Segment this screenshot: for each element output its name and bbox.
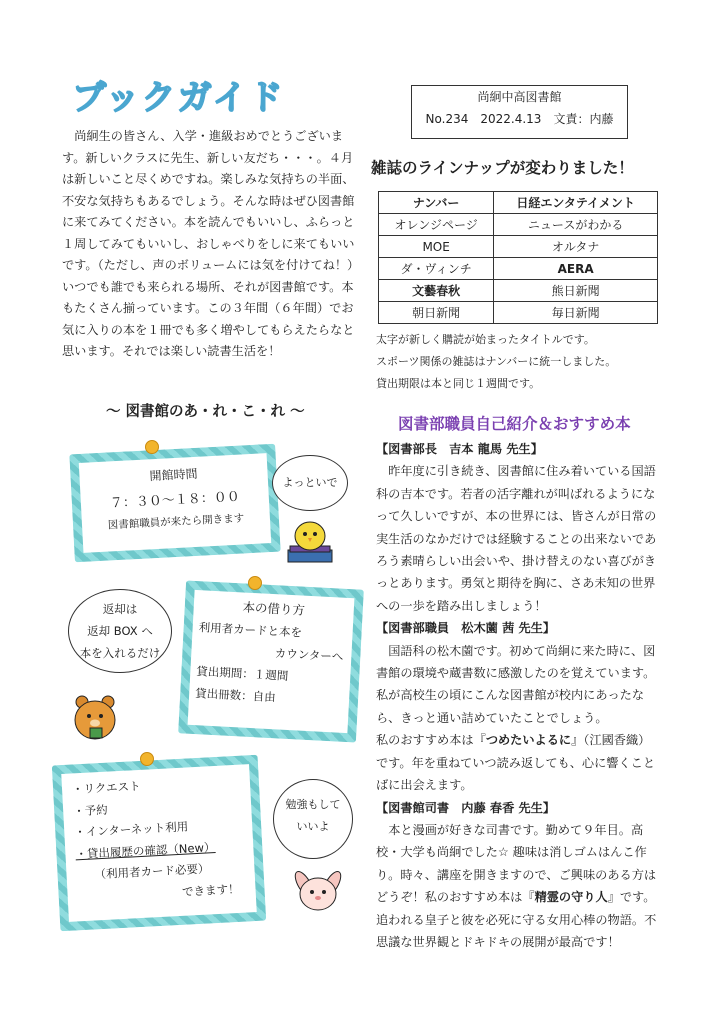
hours-value: ７：３０～１８：００ <box>109 489 241 512</box>
rec-text: 本と漫画が好きな司書です。勤めて９年目。高校・大学も尚絅でした☆ 趣味は消しゴムはんこ作り。時々、講座を開きますので、ご興味のある方はどうぞ！私のおすすめ本は『 <box>376 822 657 905</box>
table-cell: AERA <box>494 258 658 280</box>
table-row <box>379 192 658 214</box>
borrow-count: 貸出冊数：自由 <box>194 686 276 705</box>
return-line: 返却 BOX へ <box>87 624 153 638</box>
table-cell: ナンバー <box>379 192 494 214</box>
bubble-text: 勉強もして <box>285 798 341 811</box>
chick-icon <box>286 516 334 564</box>
staff-heading: 図書部職員自己紹介＆おすすめ本 <box>398 415 631 433</box>
bear-icon <box>70 692 120 742</box>
table-cell: 熊日新聞 <box>494 280 658 302</box>
book-title: 精霊の守り人 <box>534 890 608 905</box>
table-row <box>379 236 658 258</box>
return-bubble <box>68 589 172 673</box>
borrow-line: 利用者カードと本を <box>198 620 303 640</box>
borrow-title: 本の借り方 <box>242 599 306 618</box>
pin-icon <box>145 440 159 454</box>
return-line: 本を入れるだけ <box>79 646 161 660</box>
table-row <box>379 302 658 324</box>
table-cell: 文藝春秋 <box>379 280 494 302</box>
service-item: ・インターネット利用 <box>73 819 189 840</box>
pin-icon <box>248 576 262 590</box>
magazine-table <box>378 191 658 324</box>
staff-bio: 昨年度に引き続き、図書館に住み着いている国語科の吉本です。若者の活字離れが叫ばれるようになって久しいですが、本の世界には、皆さんが日常の実生活のなかだけでは経験することの出来ないであろう素晴らしい出会いや、掛け替えのない喜びがきっとあります。勇気と期待を胸に、さあ未知の世界への一歩を踏み出しましょう！ <box>376 464 657 613</box>
return-line: 返却は <box>102 602 138 616</box>
service-item: ・予約 <box>72 802 109 818</box>
staff-bio <box>376 819 660 953</box>
hours-note: 図書館職員が来たら開きます <box>107 512 245 532</box>
staff-section <box>376 438 660 953</box>
staff-name: 【図書部職員 松木薗 茜 先生】 <box>376 621 556 636</box>
intro-text: 尚絅生の皆さん、入学・進級おめでとうございます。新しいクラスに先生、新しい友だち・・・。４月は新しいこと尽くめですね。楽しみな気持ちの半面、不安な気持ちもあるでしょう。そんな時はぜひ図書館に来てみてください。本を読んでもいいし、ふらっと１周してみてもいいし、おしゃべりをしに来てもいいです。（ただし、声のボリュームには気を付けてね！）いつでも誰でも来られる場所、それが図書館です。本もたくさん揃っています。この３年間（６年間）でお気に入りの本を１冊でも多く増やしてもらえたらなと思います。それでは楽しい読書生活を！ <box>62 129 360 358</box>
staff-name: 【図書館司書 内藤 春香 先生】 <box>376 800 556 815</box>
table-row <box>379 258 658 280</box>
rec-text: 』です。追われる皇子と彼を必死に守る女用心棒の物語。不思議な世界観とドキドキの展開が最高です！ <box>376 890 657 949</box>
service-note: できます！ <box>181 881 240 899</box>
newsletter-info-box <box>411 85 628 139</box>
borrow-period: 貸出期間：１週間 <box>196 664 289 683</box>
borrow-board <box>178 580 364 742</box>
magazine-notes <box>376 329 616 395</box>
hours-title: 開館時間 <box>149 466 198 484</box>
note-line: 太字が新しく購読が始まったタイトルです。 <box>376 333 595 346</box>
borrow-line: カウンターへ <box>274 646 344 664</box>
table-row <box>379 280 658 302</box>
note-line: 貸出期限は本と同じ１週間です。 <box>376 377 541 390</box>
staff-name: 【図書部長 吉本 龍馬 先生】 <box>376 442 543 456</box>
book-title: つめたいよるに <box>485 733 572 748</box>
study-bubble <box>273 779 353 859</box>
table-cell: 日経エンタテイメント <box>494 192 658 214</box>
table-cell: オルタナ <box>494 236 658 258</box>
page-title: ブックガイド <box>72 78 285 118</box>
magazine-heading: 雑誌のラインナップが変わりました！ <box>371 159 634 177</box>
bubble-text: いいよ <box>296 820 330 833</box>
service-item: ・リクエスト <box>71 778 141 797</box>
staff-recommendation <box>376 729 660 796</box>
bubble-text: よっといで <box>282 476 338 489</box>
service-note: （利用者カード必要） <box>94 861 210 882</box>
note-line: スポーツ関係の雑誌はナンバーに統一しました。 <box>376 355 617 368</box>
table-cell: オレンジページ <box>379 214 494 236</box>
rec-text: 』（江國香織）です。年を重ねていつ読み返しても、心に響くことばに出会えます。 <box>376 733 656 793</box>
library-name: 尚絅中高図書館 <box>477 90 562 104</box>
table-row <box>379 214 658 236</box>
service-item: ・貸出履歴の確認（New） <box>75 839 216 861</box>
table-cell: 毎日新聞 <box>494 302 658 324</box>
hours-board <box>69 444 280 563</box>
table-cell: MOE <box>379 236 494 258</box>
table-cell: 朝日新聞 <box>379 302 494 324</box>
library-heading: ～ 図書館のあ・れ・こ・れ ～ <box>106 404 305 420</box>
issue-info: No.234 2022.4.13 文責：内藤 <box>425 112 614 126</box>
rabbit-icon <box>290 862 346 918</box>
services-board <box>52 755 266 932</box>
pin-icon <box>140 752 154 766</box>
table-cell: ニュースがわかる <box>494 214 658 236</box>
rec-text: 私のおすすめ本は『 <box>376 733 486 748</box>
table-cell: ダ・ヴィンチ <box>379 258 494 280</box>
staff-bio: 国語科の松木薗です。初めて尚絅に来た時に、図書館の環境や蔵書数に感激したのを覚えています。私が高校生の頃にこんな図書館が校内にあったなら、きっと通い詰めていたことでしょう。 <box>376 643 656 725</box>
speech-bubble <box>272 455 348 511</box>
